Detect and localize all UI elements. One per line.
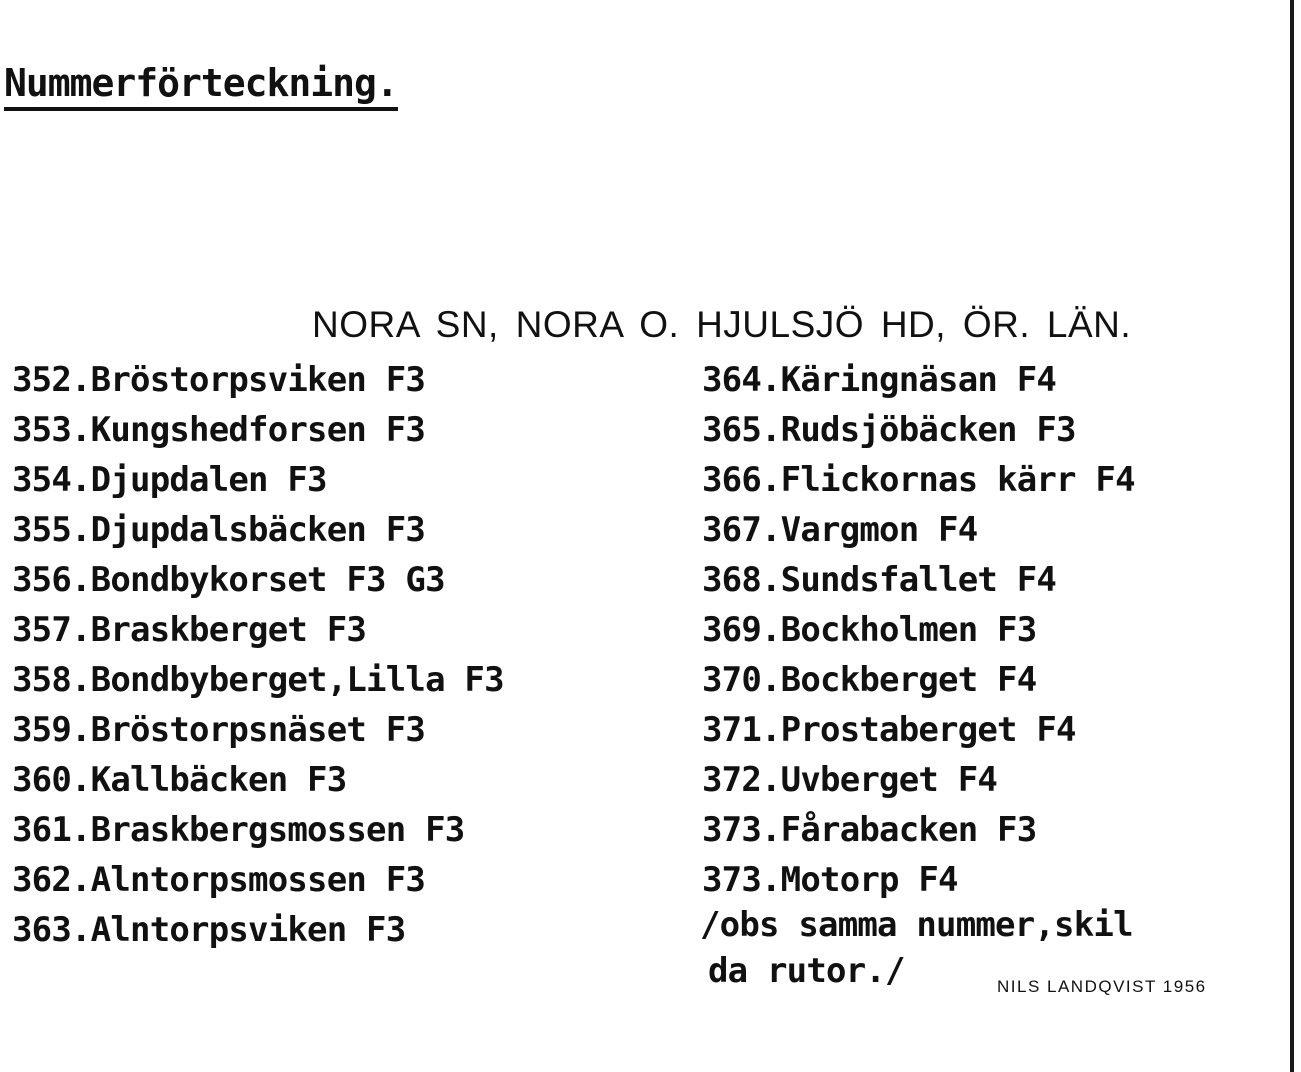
- list-item: 358.Bondbyberget,Lilla F3: [12, 660, 504, 700]
- list-item: 366.Flickornas kärr F4: [702, 460, 1135, 500]
- note-line-1: /obs samma nummer,skil: [700, 905, 1133, 945]
- list-item: 355.Djupdalsbäcken F3: [12, 510, 426, 550]
- list-item: 364.Käringnäsan F4: [702, 360, 1057, 400]
- right-entry-list: [702, 355, 1135, 905]
- list-item: 365.Rudsjöbäcken F3: [702, 410, 1076, 450]
- list-item: 373.Fårabacken F3: [702, 810, 1037, 850]
- list-item: 357.Braskberget F3: [12, 610, 367, 650]
- list-item: 353.Kungshedforsen F3: [12, 410, 426, 450]
- note-line-2: da rutor./: [708, 951, 905, 991]
- list-item: 371.Prostaberget F4: [702, 710, 1076, 750]
- list-item: 369.Bockholmen F3: [702, 610, 1037, 650]
- list-item: 373.Motorp F4: [702, 860, 958, 900]
- list-item: 354.Djupdalen F3: [12, 460, 327, 500]
- list-item: 368.Sundsfallet F4: [702, 560, 1057, 600]
- list-item: 361.Braskbergsmossen F3: [12, 810, 465, 850]
- list-item: 359.Bröstorpsnäset F3: [12, 710, 426, 750]
- document-title: [4, 61, 398, 105]
- list-item: 352.Bröstorpsviken F3: [12, 360, 426, 400]
- list-item: 370.Bockberget F4: [702, 660, 1037, 700]
- signature: NILS LANDQVIST 1956: [997, 977, 1207, 996]
- card-edge-line: [1290, 0, 1294, 1072]
- left-entry-list: [12, 355, 504, 955]
- list-item: 367.Vargmon F4: [702, 510, 978, 550]
- list-item: 363.Alntorpsviken F3: [12, 910, 406, 950]
- list-item: 372.Uvberget F4: [702, 760, 998, 800]
- parish-header: NORA SN, NORA O. HJULSJÖ HD, ÖR. LÄN.: [312, 304, 1132, 345]
- list-item: 360.Kallbäcken F3: [12, 760, 347, 800]
- document-title-text: Nummerförteckning.: [4, 61, 398, 111]
- list-item: 362.Alntorpsmossen F3: [12, 860, 426, 900]
- list-item: 356.Bondbykorset F3 G3: [12, 560, 445, 600]
